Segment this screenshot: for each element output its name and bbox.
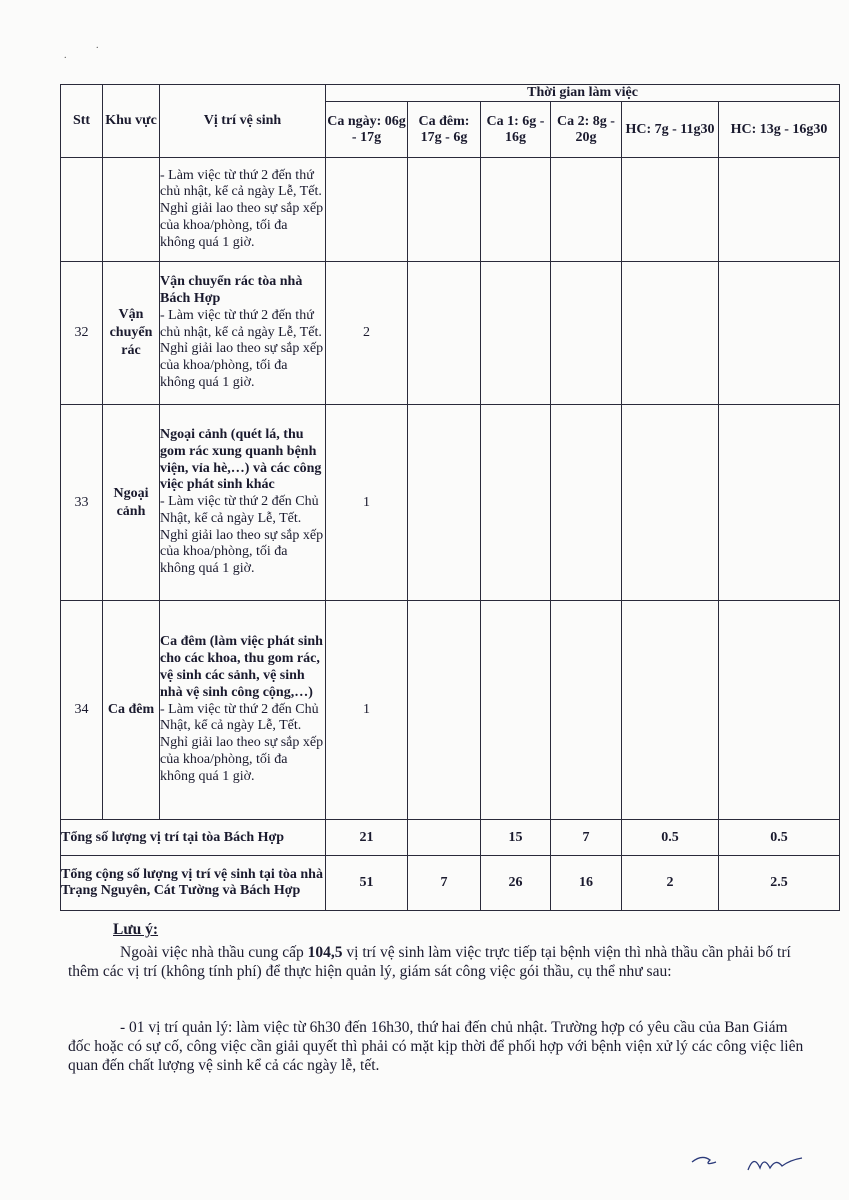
- header-thoi-gian: Thời gian làm việc: [326, 85, 840, 102]
- notes-p1-bold: 104,5: [307, 944, 343, 961]
- row-note: - Làm việc từ thứ 2 đến Chủ Nhật, kể cả ngày Lễ, Tết. Nghỉ giải lao theo sự sắp xếp của khoa/phòng, tối đa không quá 1 giờ.: [160, 701, 324, 784]
- grand-total-value: 2: [622, 856, 719, 911]
- notes-p1-after: vị trí vệ sinh làm việc trực tiếp tại bệnh viện thì nhà thầu cần phải bố trí thêm các vị trí (không tính phí) để thực hiện quản lý, giám sát công việc gói thầu, cụ thể như sau:: [68, 944, 791, 980]
- row-value: [481, 158, 551, 262]
- total-value: 15: [481, 820, 551, 856]
- row-value: [622, 405, 719, 601]
- row-value: [719, 158, 840, 262]
- row-value: [408, 601, 481, 820]
- row-stt: [61, 158, 103, 262]
- row-value: 1: [326, 601, 408, 820]
- row-title: Vận chuyển rác tòa nhà Bách Hợp: [160, 274, 303, 306]
- row-khu-vuc: Ngoại cảnh: [103, 405, 160, 601]
- total-value: 0.5: [719, 820, 840, 856]
- row-khu-vuc: Vận chuyển rác: [103, 262, 160, 405]
- total-row: [61, 820, 840, 856]
- table-row: [61, 158, 840, 262]
- row-note: - Làm việc từ thứ 2 đến Chủ Nhật, kể cả ngày Lễ, Tết. Nghỉ giải lao theo sự sắp xếp của khoa/phòng, tối đa không quá 1 giờ.: [160, 494, 324, 577]
- header-shift: HC: 7g - 11g30: [622, 102, 719, 158]
- row-value: [622, 262, 719, 405]
- row-description: [160, 262, 326, 405]
- table-row: [61, 262, 840, 405]
- row-stt: 33: [61, 405, 103, 601]
- total-value: 21: [326, 820, 408, 856]
- row-value: [408, 262, 481, 405]
- notes-p2: - 01 vị trí quản lý: làm việc từ 6h30 đến 16h30, thứ hai đến chủ nhật. Trường hợp có yêu cầu của Ban Giám đốc hoặc có sự cố, công việc cần giải quyết thì phải có mặt kịp thời để phối hợp với bệnh viện xử lý các công việc liên quan đến chất lượng vệ sinh kể cả các ngày lễ, tết.: [68, 1019, 804, 1074]
- row-value: [622, 158, 719, 262]
- row-description: [160, 158, 326, 262]
- row-value: 1: [326, 405, 408, 601]
- row-value: [481, 601, 551, 820]
- scan-speck: .: [96, 40, 99, 51]
- row-value: [551, 262, 622, 405]
- row-title: Ngoại cảnh (quét lá, thu gom rác xung quanh bệnh viện, vỉa hè,…) và các công việc phát sinh khác: [160, 426, 322, 493]
- row-khu-vuc: Ca đêm: [103, 601, 160, 820]
- total-value: [408, 820, 481, 856]
- row-value: [719, 405, 840, 601]
- notes-p1-before: Ngoài việc nhà thầu cung cấp: [120, 944, 308, 961]
- header-shift: Ca 1: 6g - 16g: [481, 102, 551, 158]
- row-value: [551, 405, 622, 601]
- total-value: 7: [551, 820, 622, 856]
- row-note: - Làm việc từ thứ 2 đến thứ chủ nhật, kể cả ngày Lễ, Tết. Nghỉ giải lao theo sự sắp xếp của khoa/phòng, tối đa không quá 1 giờ.: [160, 307, 324, 390]
- row-value: [326, 158, 408, 262]
- notes-title: Lưu ý:: [113, 921, 159, 938]
- row-note: - Làm việc từ thứ 2 đến thứ chủ nhật, kể cả ngày Lễ, Tết. Nghỉ giải lao theo sự sắp xếp của khoa/phòng, tối đa không quá 1 giờ.: [160, 167, 324, 250]
- header-shift: Ca ngày: 06g - 17g: [326, 102, 408, 158]
- row-khu-vuc: [103, 158, 160, 262]
- scan-speck: .: [64, 50, 67, 61]
- row-value: [719, 601, 840, 820]
- grand-total-value: 26: [481, 856, 551, 911]
- grand-total-row: [61, 856, 840, 911]
- header-khu-vuc: Khu vực: [103, 85, 160, 158]
- row-value: [719, 262, 840, 405]
- total-value: 0.5: [622, 820, 719, 856]
- row-description: [160, 601, 326, 820]
- grand-total-value: 2.5: [719, 856, 840, 911]
- total-label: Tổng số lượng vị trí tại tòa Bách Hợp: [61, 820, 326, 856]
- row-stt: 32: [61, 262, 103, 405]
- row-value: [408, 158, 481, 262]
- table-row: [61, 601, 840, 820]
- table-row: [61, 405, 840, 601]
- row-title: Ca đêm (làm việc phát sinh cho các khoa, thu gom rác, vệ sinh các sảnh, vệ sinh nhà vệ sinh công cộng,…): [160, 634, 323, 700]
- signature-mark: [690, 1148, 820, 1178]
- notes-paragraph-1: [68, 943, 808, 981]
- row-stt: 34: [61, 601, 103, 820]
- header-shift: Ca đêm: 17g - 6g: [408, 102, 481, 158]
- header-shift: HC: 13g - 16g30: [719, 102, 840, 158]
- cleaning-positions-table: [60, 84, 840, 911]
- grand-total-value: 51: [326, 856, 408, 911]
- row-value: [481, 262, 551, 405]
- row-value: [551, 601, 622, 820]
- row-description: [160, 405, 326, 601]
- row-value: 2: [326, 262, 408, 405]
- grand-total-label: Tổng cộng số lượng vị trí vệ sinh tại tòa nhà Trạng Nguyên, Cát Tường và Bách Hợp: [61, 856, 326, 911]
- row-value: [551, 158, 622, 262]
- row-value: [481, 405, 551, 601]
- row-value: [408, 405, 481, 601]
- row-value: [622, 601, 719, 820]
- header-vi-tri: Vị trí vệ sinh: [160, 85, 326, 158]
- grand-total-value: 16: [551, 856, 622, 911]
- header-stt: Stt: [61, 85, 103, 158]
- header-shift: Ca 2: 8g - 20g: [551, 102, 622, 158]
- notes-paragraph-2: [68, 1018, 808, 1075]
- grand-total-value: 7: [408, 856, 481, 911]
